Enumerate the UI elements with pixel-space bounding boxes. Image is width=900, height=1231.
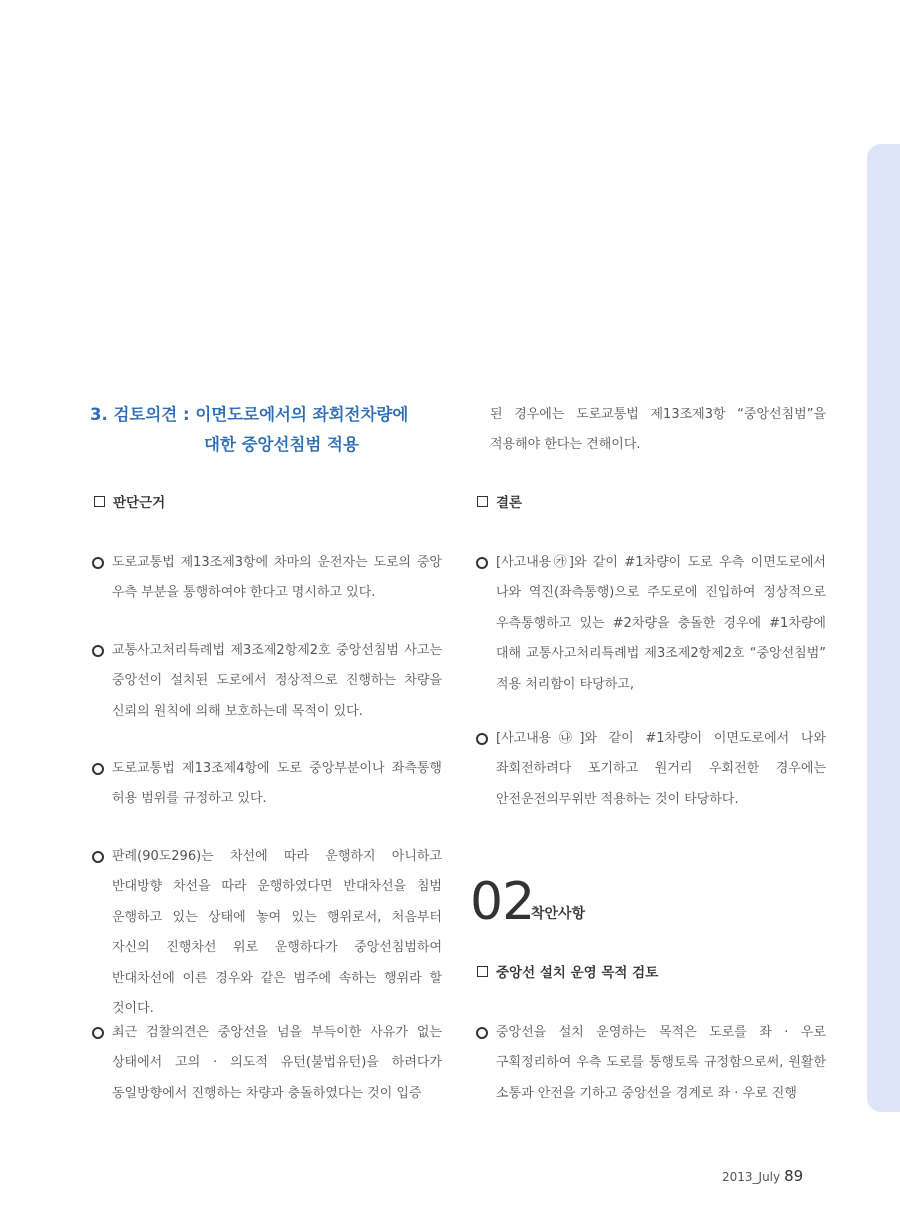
section-title-line1: 3. 검토의견 : 이면도로에서의 좌회전차량에 bbox=[90, 405, 409, 424]
circle-bullet-icon bbox=[476, 557, 488, 569]
conclusion-heading-label: 결론 bbox=[496, 495, 523, 511]
conclusion-item bbox=[474, 548, 826, 700]
circle-bullet-icon bbox=[476, 733, 488, 745]
circle-bullet-icon bbox=[92, 645, 104, 657]
part-label: 착안사항 bbox=[531, 906, 586, 922]
square-bullet-icon bbox=[477, 966, 488, 977]
page-footer bbox=[722, 1167, 803, 1185]
continuation-text: 된 경우에는 도로교통법 제13조제3항 “중앙선침범”을 적용해야 한다는 견해이다. bbox=[490, 407, 826, 453]
square-bullet-icon bbox=[477, 496, 488, 507]
basis-item-text: 교통사고처리특례법 제3조제2항제2호 중앙선침범 사고는 중앙선이 설치된 도로에서 정상적으로 진행하는 차량을 신뢰의 원칙에 의해 보호하는데 목적이 있다. bbox=[112, 643, 442, 719]
basis-item bbox=[90, 636, 442, 727]
basis-heading bbox=[94, 493, 165, 513]
basis-item bbox=[90, 754, 442, 815]
basis-item-text: 도로교통법 제13조제3항에 차마의 운전자는 도로의 중앙 우측 부분을 통행하여야 한다고 명시하고 있다. bbox=[112, 555, 442, 601]
section-title-line2: 대한 중앙선침범 적용 bbox=[204, 435, 359, 454]
conclusion-item-text: [사고내용㉯]와 같이 #1차량이 이면도로에서 나와 좌회전하려다 포기하고 원거리 우회전한 경우에는 안전운전의무위반 적용하는 것이 타당하다. bbox=[496, 731, 826, 807]
basis-item-text: 최근 검찰의견은 중앙선을 넘을 부득이한 사유가 없는 상태에서 고의 · 의도적 유턴(불법유턴)을 하려다가 동일방향에서 진행하는 차량과 충돌하였다는 것이 입증 bbox=[112, 1025, 442, 1101]
part-number: 02 bbox=[470, 872, 535, 932]
basis-item-text: 도로교통법 제13조제4항에 도로 중앙부분이나 좌측통행 허용 범위를 규정하고 있다. bbox=[112, 761, 442, 807]
conclusion-item-text: [사고내용㉮]와 같이 #1차량이 도로 우측 이면도로에서 나와 역진(좌측통행)으로 주도로에 진입하여 정상적으로 우측통행하고 있는 #2차량을 충돌한 경우에 #1차량에 대해 교통사고처리특례법 제3조제2항제2호 “중앙선침범” 적용 처리함이 타당하고, bbox=[496, 555, 826, 692]
basis-item bbox=[90, 842, 442, 1024]
conclusion-item bbox=[474, 724, 826, 815]
side-tab-decoration bbox=[867, 144, 900, 1112]
basis-item bbox=[90, 548, 442, 609]
section-title bbox=[90, 400, 442, 460]
sub-item-text: 중앙선을 설치 운영하는 목적은 도로를 좌 · 우로 구획정리하여 우측 도로를 통행토록 규정함으로써, 원활한 소통과 안전을 기하고 중앙선을 경계로 좌 · 우로 진행 bbox=[496, 1025, 826, 1101]
page-number: 89 bbox=[784, 1167, 804, 1185]
conclusion-heading bbox=[477, 493, 522, 513]
basis-item-text: 판례(90도296)는 차선에 따라 운행하지 아니하고 반대방향 차선을 따라 운행하였다면 반대차선을 침범 운행하고 있는 상태에 놓여 있는 행위로서, 처음부터 자신의 진행차선 위로 운행하다가 중앙선침범하여 반대차선에 이른 경우와 같은 범주에 속하는 행위라 할 것이다. bbox=[112, 849, 442, 1017]
issue-label: 2013_July bbox=[722, 1170, 781, 1184]
basis-item bbox=[90, 1018, 442, 1109]
circle-bullet-icon bbox=[92, 851, 104, 863]
circle-bullet-icon bbox=[476, 1027, 488, 1039]
square-bullet-icon bbox=[94, 496, 105, 507]
sub-heading-label: 중앙선 설치 운영 목적 검토 bbox=[496, 965, 659, 981]
sub-item bbox=[474, 1018, 826, 1109]
circle-bullet-icon bbox=[92, 557, 104, 569]
circle-bullet-icon bbox=[92, 763, 104, 775]
sub-heading bbox=[477, 963, 658, 983]
circle-bullet-icon bbox=[92, 1027, 104, 1039]
basis-heading-label: 판단근거 bbox=[113, 495, 166, 511]
